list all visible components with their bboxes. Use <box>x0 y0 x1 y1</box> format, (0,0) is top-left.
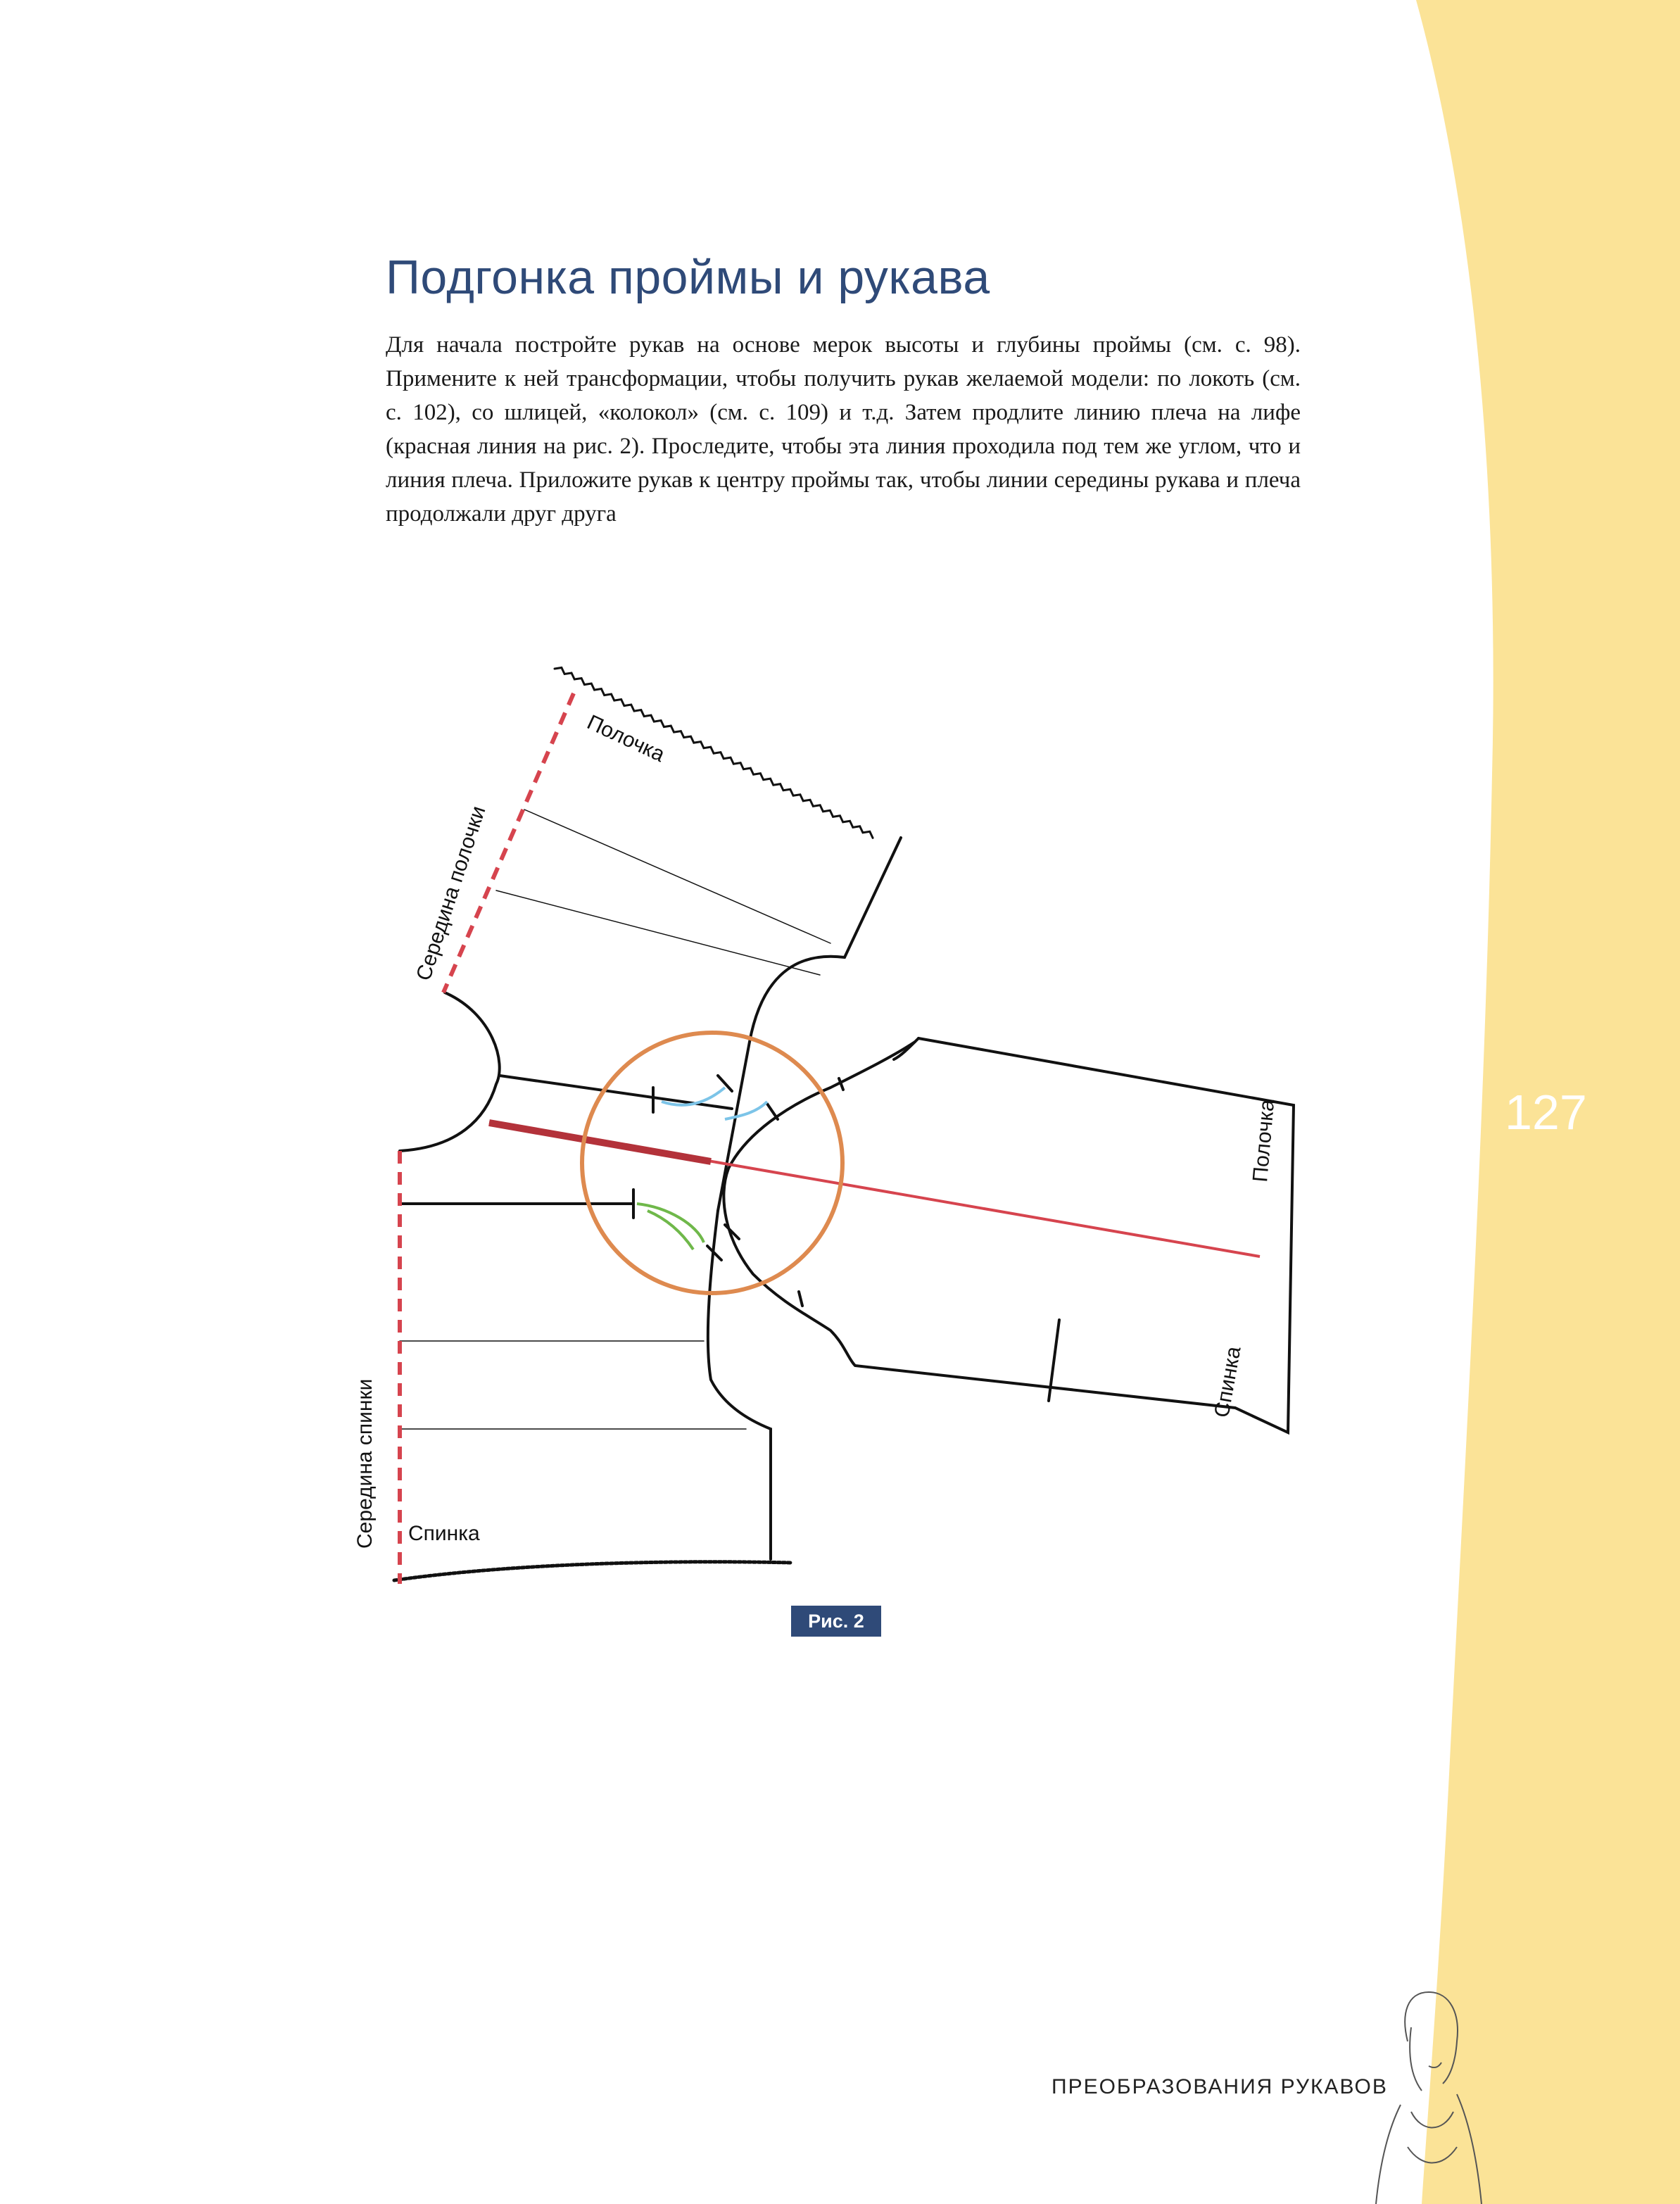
body-paragraph: Для начала постройте рукав на основе мерок высоты и глубины проймы (см. с. 98). Примените к ней трансформации, чтобы получить рукав желаемой модели: по локоть (см. с. 102), со шлицей, «колокол» (см. с. 109) и т.д. Затем продлите линию плеча на лифе (красная линия на рис. 2). Проследите, чтобы эта линия проходила под тем же углом, что и линия плеча. Приложите рукав к центру проймы так, чтобы линии середины рукава и плеча продолжали друг друга <box>386 332 1301 527</box>
label-sleeve-front: Полочка <box>1249 1098 1280 1183</box>
label-back-center: Середина спинки <box>353 1378 377 1549</box>
page-title: Подгонка проймы и рукава <box>386 251 990 304</box>
front-top-zigzag <box>555 665 875 838</box>
figure-caption: Рис. 2 <box>791 1606 881 1637</box>
label-front-piece: Полочка <box>583 710 669 767</box>
page-number: 127 <box>1505 1085 1587 1140</box>
label-back-piece: Спинка <box>408 1522 480 1545</box>
label-sleeve-back: Спинка <box>1210 1345 1246 1420</box>
section-footer: ПРЕОБРАЗОВАНИЯ РУКАВОВ <box>1051 2075 1388 2098</box>
label-front-center: Середина полочки <box>412 803 491 984</box>
